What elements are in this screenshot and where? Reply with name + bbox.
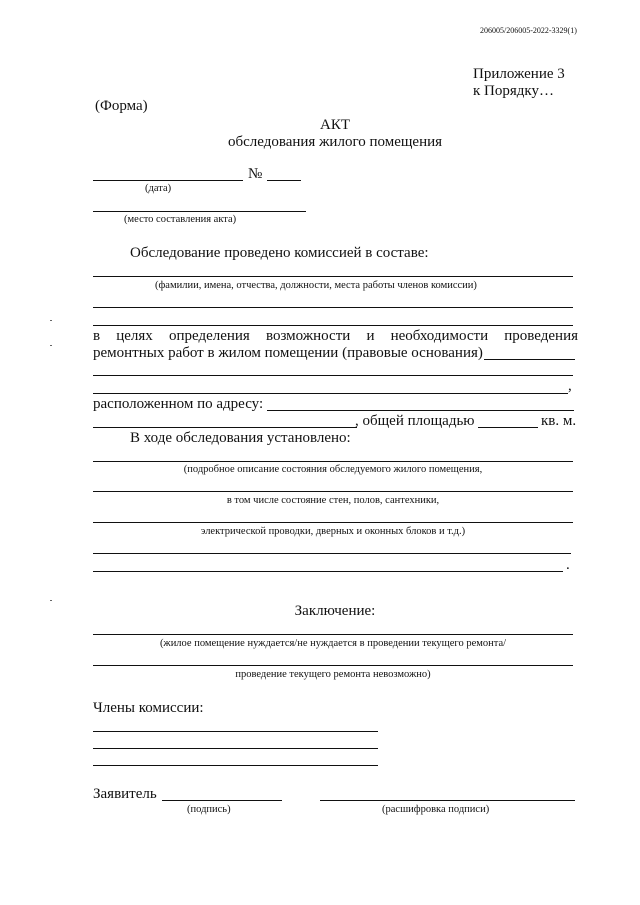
purpose-line-1	[93, 329, 578, 344]
scan-speck	[50, 600, 52, 601]
purpose-word: целях	[116, 328, 153, 344]
document-number: 206005/206005-2022-3329(1)	[480, 26, 577, 35]
commission-line-1[interactable]	[93, 276, 573, 277]
findings-line-5[interactable]	[93, 571, 563, 572]
members-label: Члены комиссии:	[93, 700, 204, 716]
member-line-1[interactable]	[93, 731, 378, 732]
number-sign: №	[248, 166, 263, 182]
findings-hint-2: в том числе состояние стен, полов, сантехники,	[226, 495, 440, 506]
conclusion-line-2[interactable]	[93, 665, 573, 666]
scan-speck	[50, 320, 52, 321]
period: .	[566, 557, 570, 573]
findings-hint-1: (подробное описание состояния обследуемого жилого помещения,	[183, 464, 483, 475]
place-hint: (место составления акта)	[124, 214, 237, 225]
member-line-3[interactable]	[93, 765, 378, 766]
findings-line-4[interactable]	[93, 553, 571, 554]
address-field-line[interactable]	[267, 410, 574, 411]
findings-intro: В ходе обследования установлено:	[130, 430, 351, 446]
act-subtitle: обследования жилого помещения	[227, 134, 443, 150]
findings-line-2[interactable]	[93, 491, 573, 492]
purpose-line-2: ремонтных работ в жилом помещении (правовые основания)	[93, 345, 483, 361]
signature-line[interactable]	[162, 800, 282, 801]
scan-speck	[50, 345, 52, 346]
purpose-word: определения	[168, 328, 250, 344]
legal-basis-line-2[interactable]	[93, 375, 573, 376]
purpose-word: проведения	[504, 328, 578, 344]
commission-line-3[interactable]	[93, 325, 573, 326]
purpose-word: в	[93, 328, 101, 344]
legal-basis-line-3[interactable]	[93, 393, 568, 394]
conclusion-title: Заключение:	[294, 603, 376, 619]
commission-intro: Обследование проведено комиссией в составе:	[130, 245, 429, 261]
decoding-line[interactable]	[320, 800, 575, 801]
appendix-line-2: к Порядку…	[473, 83, 554, 99]
conclusion-hint-1: (жилое помещение нуждается/не нуждается в проведении текущего ремонта/	[159, 638, 507, 649]
conclusion-hint-2: проведение текущего ремонта невозможно)	[235, 669, 431, 680]
findings-line-1[interactable]	[93, 461, 573, 462]
commission-hint: (фамилии, имена, отчества, должности, места работы членов комиссии)	[155, 280, 477, 291]
findings-line-3[interactable]	[93, 522, 573, 523]
date-hint: (дата)	[145, 183, 172, 194]
decoding-hint: (расшифровка подписи)	[382, 804, 490, 815]
act-title: АКТ	[320, 117, 350, 133]
appendix-line-1: Приложение 3	[473, 66, 565, 82]
form-label: (Форма)	[95, 98, 148, 114]
purpose-word: необходимости	[390, 328, 489, 344]
commission-line-2[interactable]	[93, 307, 573, 308]
applicant-label: Заявитель	[93, 786, 157, 802]
purpose-word: и	[366, 328, 375, 344]
findings-hint-3: электрической проводки, дверных и оконных блоков и т.д.)	[200, 526, 466, 537]
purpose-word: возможности	[265, 328, 351, 344]
member-line-2[interactable]	[93, 748, 378, 749]
number-field-line[interactable]	[267, 180, 301, 181]
area-unit: кв. м.	[541, 413, 577, 429]
legal-basis-line-1[interactable]	[484, 359, 575, 360]
address-label: расположенном по адресу:	[93, 396, 264, 412]
conclusion-line-1[interactable]	[93, 634, 573, 635]
place-field-line[interactable]	[93, 211, 306, 212]
address-field-line-2[interactable]	[93, 427, 357, 428]
signature-hint: (подпись)	[187, 804, 231, 815]
area-field-line[interactable]	[478, 427, 538, 428]
date-field-line[interactable]	[93, 180, 243, 181]
area-label: , общей площадью	[355, 413, 475, 429]
comma: ,	[568, 378, 572, 394]
